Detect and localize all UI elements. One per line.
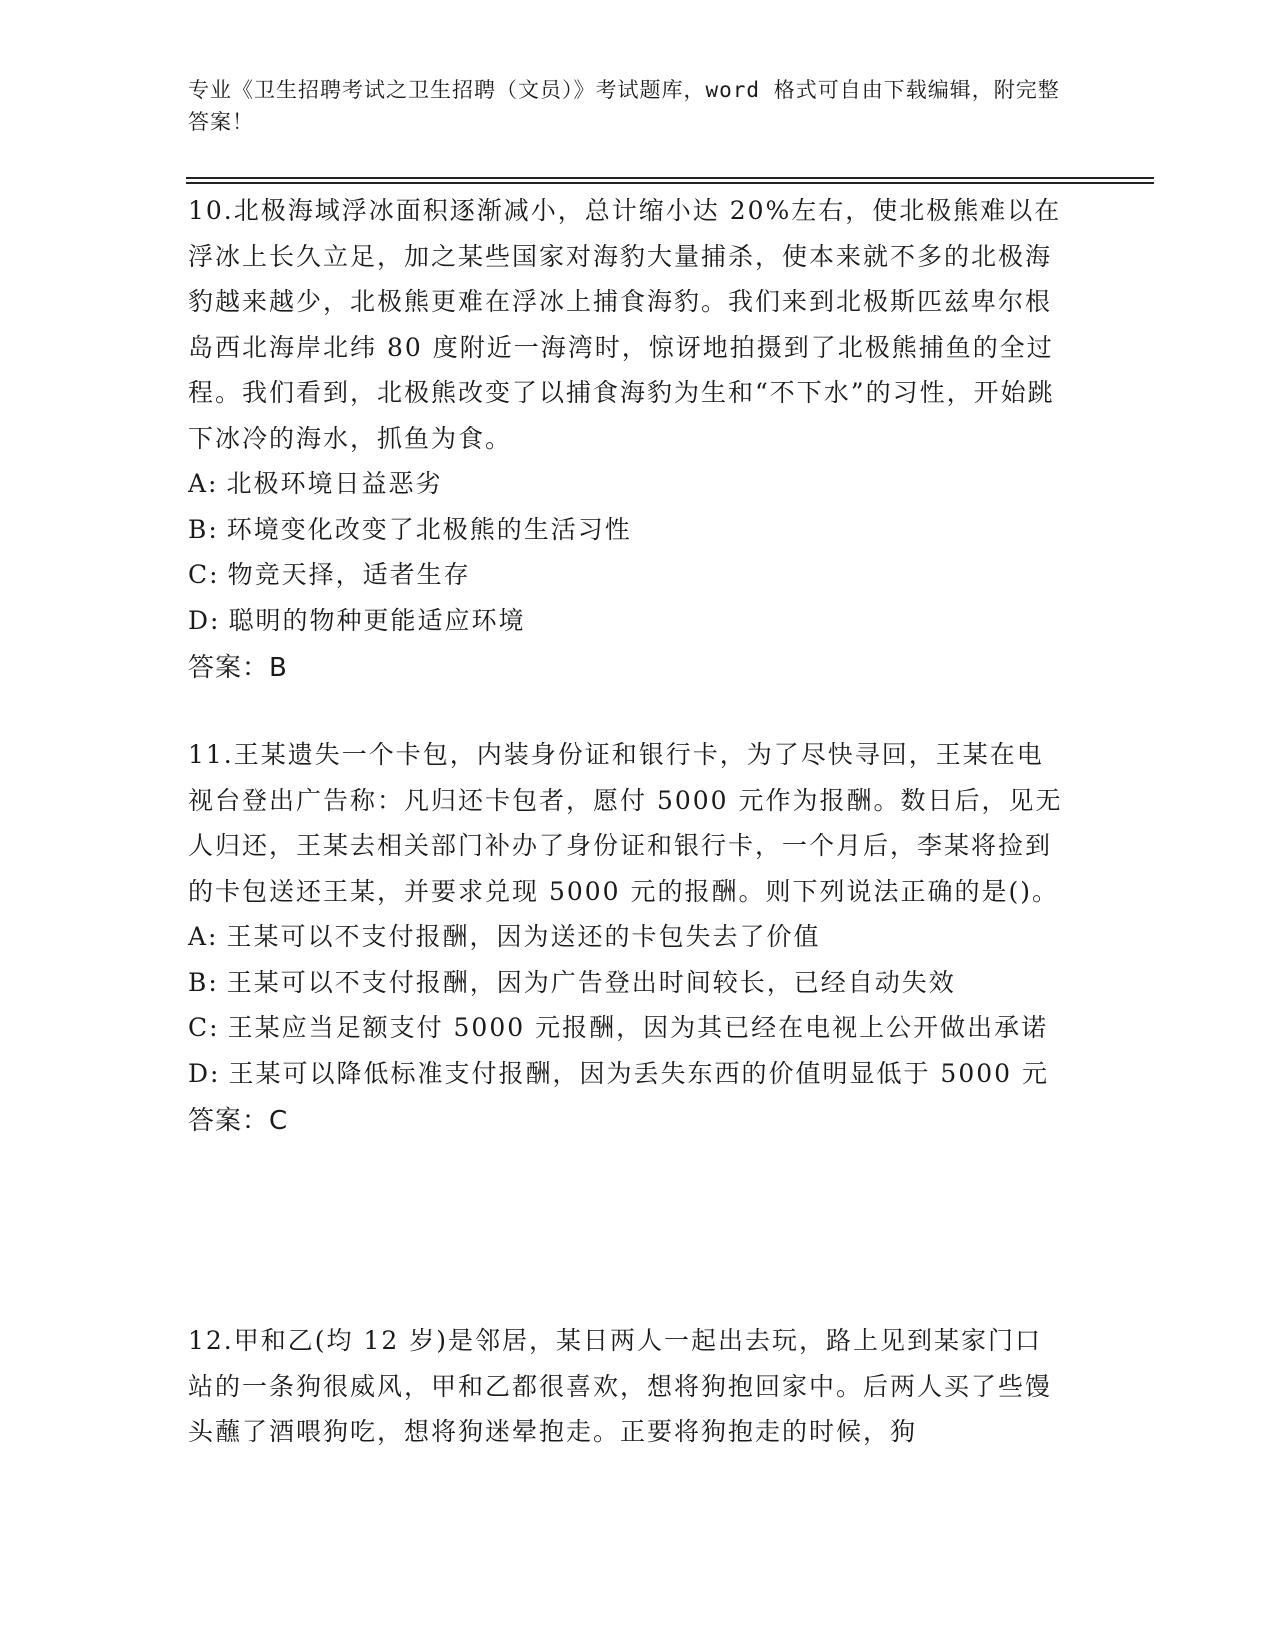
option-b: [188, 960, 1068, 1006]
question-stem: 10.北极海域浮冰面积逐渐减小，总计缩小达 20%左右，使北极熊难以在浮冰上长久立足，加之某些国家对海豹大量捕杀，使本来就不多的北极海豹越来越少，北极熊更难在浮冰上捕食海豹。我们来到北极斯匹兹卑尔根岛西北海岸北纬 80 度附近一海湾时，惊讶地拍摄到了北极熊捕鱼的全过程。我们看到，北极熊改变了以捕食海豹为生和“不下水”的习性，开始跳下冰冷的海水，抓鱼为食。: [188, 196, 1062, 453]
option-key: D:: [188, 1058, 221, 1088]
option-key: A:: [188, 469, 219, 498]
option-c: [188, 1005, 1068, 1051]
header-divider-bottom: [186, 182, 1154, 184]
option-text: 王某可以不支付报酬，因为送还的卡包失去了价值: [226, 922, 821, 951]
option-a: [188, 914, 1068, 960]
option-key: A:: [188, 922, 219, 951]
question-10: [188, 188, 1068, 693]
option-text: 环境变化改变了北极熊的生活习性: [226, 514, 632, 544]
option-text: 王某可以降低标准支付报酬，因为丢失东西的价值明显低于 5000 元: [228, 1058, 1049, 1088]
header-note: 专业《卫生招聘考试之卫生招聘（文员）》考试题库，word 格式可自由下载编辑，附完整答案！: [188, 78, 1060, 134]
answer-line: 答案：C: [188, 1106, 289, 1136]
option-key: C:: [188, 1013, 220, 1042]
option-c: [188, 552, 1068, 598]
question-stem: 11.王某遗失一个卡包，内装身份证和银行卡，为了尽快寻回，王某在电视台登出广告称：凡归还卡包者，愿付 5000 元作为报酬。数日后，见无人归还，王某去相关部门补办了身份证和银行卡，一个月后，李某将捡到的卡包送还王某，并要求兑现 5000 元的报酬。则下列说法正确的是()。: [188, 740, 1063, 906]
option-key: B:: [188, 967, 219, 997]
question-stem: 12.甲和乙(均 12 岁)是邻居，某日两人一起出去玩，路上见到某家门口站的一条狗很威风，甲和乙都很喜欢，想将狗抱回家中。后两人买了些馒头蘸了酒喂狗吃，想将狗迷晕抱走。正要将狗抱走的时候，狗: [188, 1326, 1053, 1446]
option-d: [188, 1051, 1068, 1097]
question-11: [188, 732, 1068, 1146]
option-text: 王某应当足额支付 5000 元报酬，因为其已经在电视上公开做出承诺: [227, 1013, 1049, 1042]
option-text: 北极环境日益恶劣: [226, 469, 443, 498]
option-key: D:: [188, 605, 221, 635]
option-b: [188, 507, 1068, 553]
option-a: [188, 461, 1068, 507]
answer-line: 答案：B: [188, 653, 288, 683]
option-text: 物竞天择，适者生存: [227, 560, 471, 589]
option-text: 聪明的物种更能适应环境: [228, 605, 526, 635]
question-12: [188, 1318, 1068, 1455]
header-divider-top: [186, 177, 1154, 179]
option-key: B:: [188, 514, 219, 544]
option-text: 王某可以不支付报酬，因为广告登出时间较长，已经自动失效: [226, 967, 956, 997]
option-d: [188, 598, 1068, 644]
option-key: C:: [188, 560, 220, 589]
